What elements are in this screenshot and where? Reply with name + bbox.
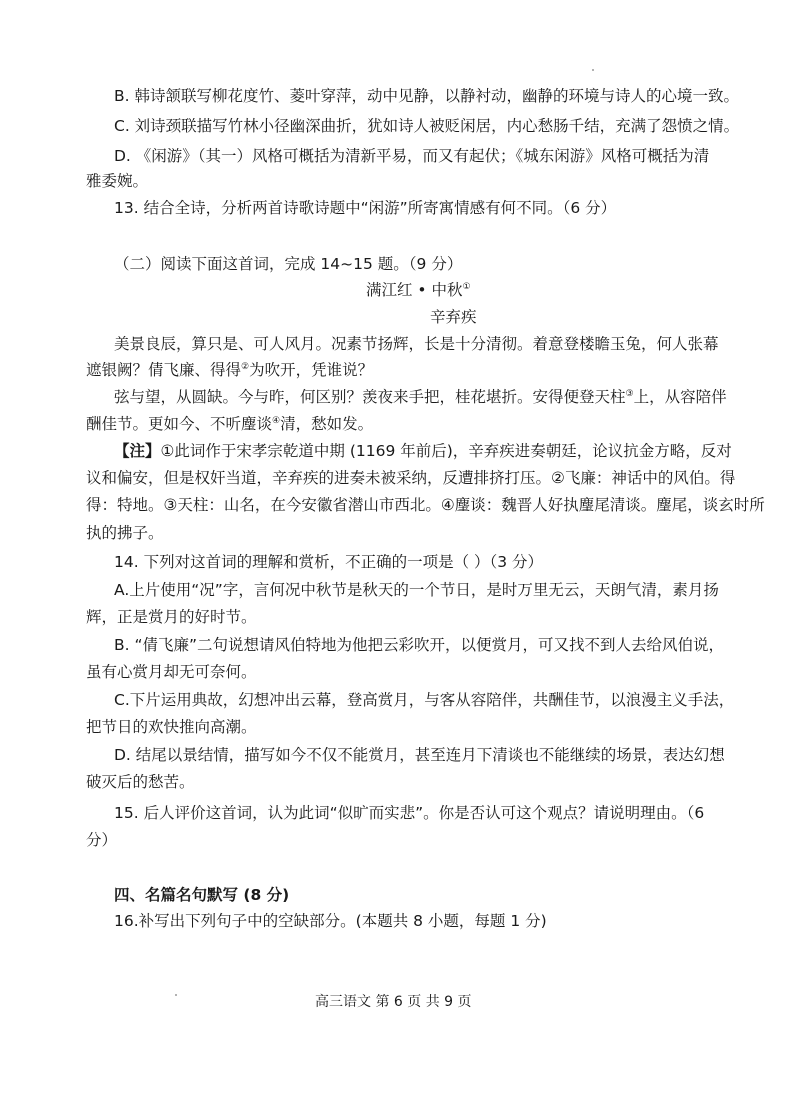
question-14: 14. 下列对这首词的理解和赏析，不正确的一项是（ ）（3 分） [114,553,544,571]
annotation: 【注】①此词作于宋孝宗乾道中期 (1169 年前后)，辛弃疾进奏朝廷，论议抗金方略，反对 [114,442,732,460]
annotation-cont: 得：特地。③天柱：山名，在今安徽省潜山市西北。④麈谈：魏晋人好执麈尾清谈。麈尾，谈玄时所 [86,496,765,514]
option-c-q14: C.下片运用典故，幻想冲出云幕，登高赏月，与客从容陪伴，共酬佳节，以浪漫主义手法， [114,691,735,709]
poem-line: 遮银阙？倩飞廉、得得②为吹开，凭谁说？ [86,361,374,379]
option-a-q14-cont: 辉，正是赏月的好时节。 [86,608,257,626]
scan-speck [592,69,594,71]
annotation-cont: 执的拂子。 [86,524,164,542]
option-c-q12: C. 刘诗颈联描写竹林小径幽深曲折，犹如诗人被贬闲居，内心愁肠千结，充满了怨愤之情。 [114,117,740,135]
section-2-heading: （二）阅读下面这首词，完成 14~15 题。（9 分） [114,255,463,273]
poem-line: 酬佳节。更如今、不听麈谈④清，愁如发。 [86,415,374,433]
question-15-cont: 分） [86,831,118,849]
option-d-q14-cont: 破灭后的愁苦。 [86,773,195,791]
option-a-q14: A.上片使用“况”字，言何况中秋节是秋天的一个节日，是时万里无云，天朗气清，素月扬 [114,581,719,599]
option-c-q14-cont: 把节日的欢快推向高潮。 [86,718,257,736]
page-footer: 高三语文 第 6 页 共 9 页 [315,994,472,1010]
poem-title: 满江红 • 中秋① [366,281,471,299]
question-16: 16.补写出下列句子中的空缺部分。(本题共 8 小题，每题 1 分) [114,912,547,930]
poem-author: 辛弃疾 [430,308,477,326]
option-d-q12: D. 《闲游》（其一）风格可概括为清新平易，而又有起伏；《城东闲游》风格可概括为清 [114,147,710,165]
option-b-q14-cont: 虽有心赏月却无可奈何。 [86,663,257,681]
option-d-q14: D. 结尾以景结情，描写如今不仅不能赏月，甚至连月下清谈也不能继续的场景，表达幻想 [114,746,725,764]
option-d-q12-cont: 雅委婉。 [86,172,149,190]
poem-line: 弦与望，从圆缺。今与昨，何区别？羡夜来手把，桂花堪折。安得便登天柱③上，从容陪伴 [114,388,727,406]
question-13: 13. 结合全诗，分析两首诗歌诗题中“闲游”所寄寓情感有何不同。（6 分） [114,199,617,217]
question-15: 15. 后人评价这首词，认为此词“似旷而实悲”。你是否认可这个观点？请说明理由。（6 [114,804,705,822]
scan-speck [175,994,177,996]
option-b-q12: B. 韩诗颔联写柳花度竹、菱叶穿萍，动中见静，以静衬动，幽静的环境与诗人的心境一致。 [114,87,739,105]
annotation-cont: 议和偏安，但是权奸当道，辛弃疾的进奏未被采纳，反遭排挤打压。②飞廉：神话中的风伯。得 [86,469,736,487]
section-4-heading: 四、名篇名句默写 (8 分) [114,886,290,904]
option-b-q14: B. “倩飞廉”二句说想请风伯特地为他把云彩吹开，以便赏月，可又找不到人去给风伯说， [114,636,725,654]
poem-line: 美景良辰，算只是、可人风月。况素节扬辉，长是十分清彻。着意登楼瞻玉兔，何人张幕 [114,335,719,353]
